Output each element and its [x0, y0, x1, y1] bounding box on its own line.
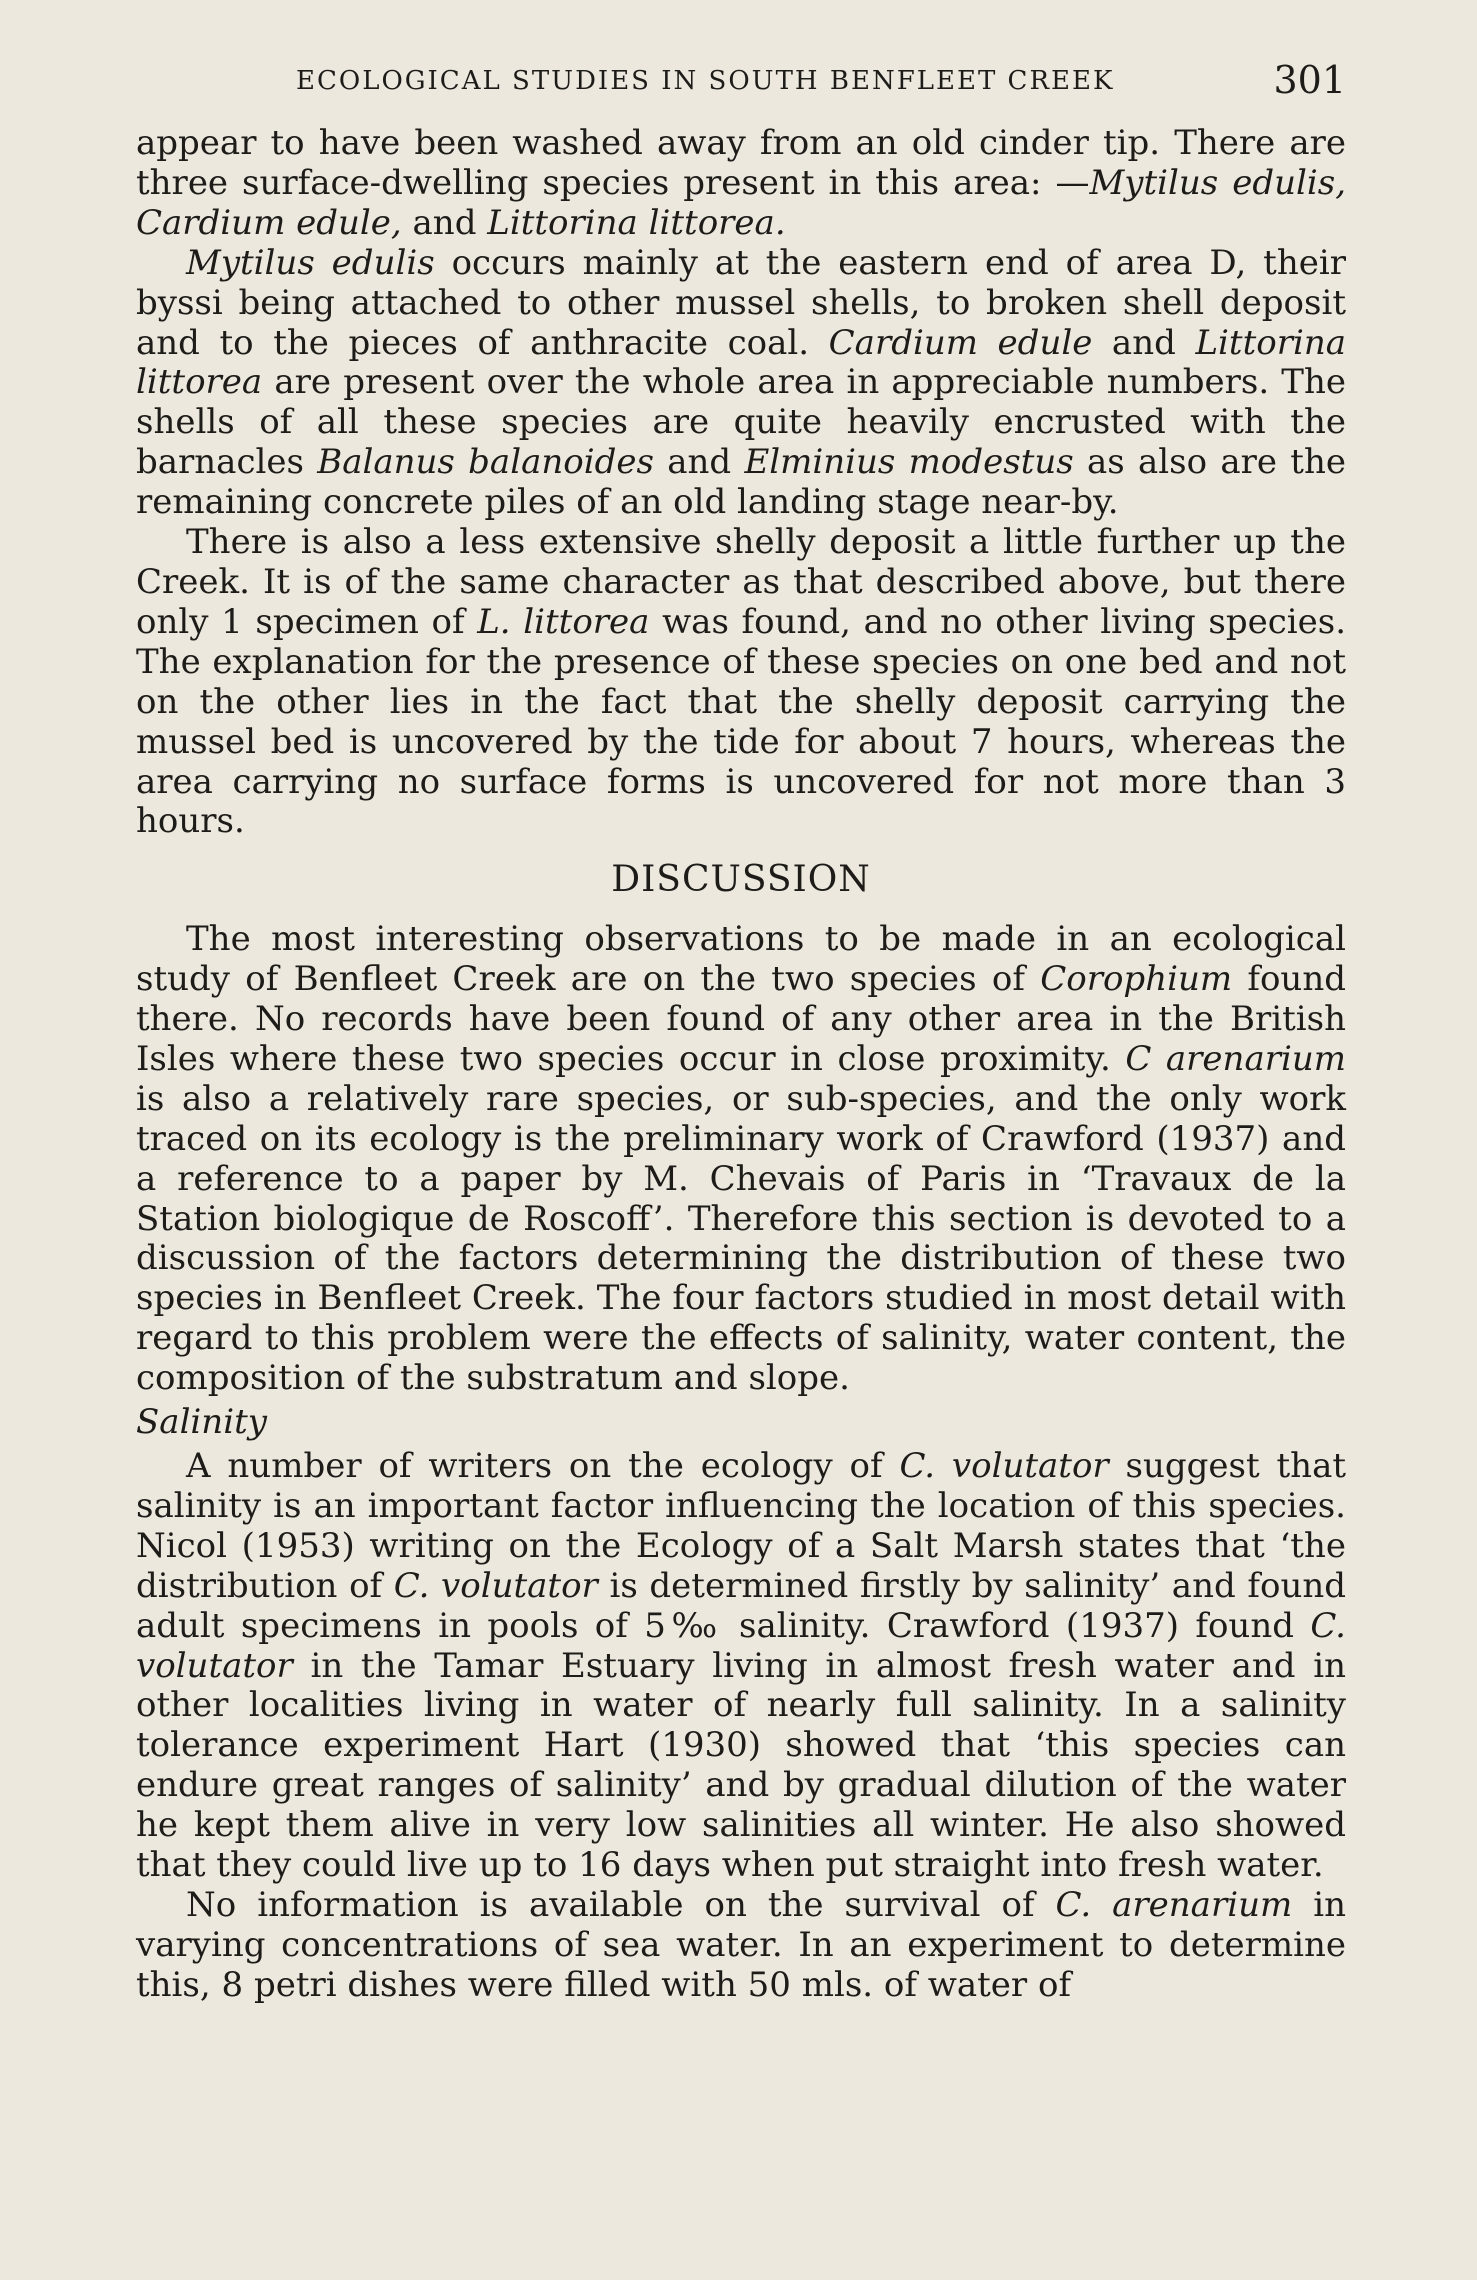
paragraph-mytilus: Mytilus edulis occurs mainly at the eastern end of area D, their byssi being attached to other mussel shells, to broken shell deposit and to the pieces of anthracite coal. Cardium edule and Littorina littorea are present over the whole area in appreciable numbers. The shells of all these species are quite heavily encrusted with the barnacles Balanus balanoides and Elminius modestus as also are the remaining concrete piles of an old landing stage near-by. — [136, 242, 1346, 523]
page-header — [136, 52, 1346, 112]
paragraph-discussion: The most interesting observations to be made in an ecological study of Benfleet Creek are on the two species of Corophium found there. No records have been found of any other area in the British Isles where these two species occur in close proximity. C arenarium is also a relatively rare species, or sub-species, and the only work traced on its ecology is the preliminary work of Crawford (1937) and a reference to a paper by M. Chevais of Paris in ‘Travaux de la Station biologique de Roscoff’. Therefore this section is devoted to a discussion of the factors determining the distribution of these two species in Benfleet Creek. The four factors studied in most detail with regard to this problem were the effects of salinity, water content, the composition of the substratum and slope. — [136, 919, 1346, 1399]
body-text — [136, 124, 1346, 2006]
discussion-heading: DISCUSSION — [611, 859, 871, 901]
paragraph-salinity: A number of writers on the ecology of C. volutator suggest that salinity is an important factor influencing the location of this species. Nicol (1953) writing on the Ecology of a Salt Marsh states that ‘the distribution of C. volutator is determined firstly by salinity’ and found adult specimens in pools of 5‰ salinity. Crawford (1937) found C. volutator in the Tamar Estuary living in almost fresh water and in other localities living in water of nearly full salinity. In a salinity tolerance experiment Hart (1930) showed that ‘this species can endure great ranges of salinity’ and by gradual dilution of the water he kept them alive in very low salinities all winter. He also showed that they could live up to 16 days when put straight into fresh water. — [136, 1446, 1347, 1886]
page-number: 301 — [1273, 58, 1346, 102]
running-head: ECOLOGICAL STUDIES IN SOUTH BENFLEET CREEK — [296, 66, 1115, 96]
paragraph-shelly-deposit: There is also a less extensive shelly deposit a little further up the Creek. It is of the same character as that described above, but there only 1 specimen of L. littorea was found, and no other living species. The explanation for the presence of these species on one bed and not on the other lies in the fact that the shelly deposit carrying the mussel bed is uncovered by the tide for about 7 hours, whereas the area carrying no surface forms is uncovered for not more than 3 hours. — [136, 522, 1346, 842]
paragraph-arenarium-experiment: No information is available on the survival of C. arenarium in varying concentrations of sea water. In an experiment to determine this, 8 petri dishes were filled with 50 mls. of water of — [136, 1884, 1346, 2005]
salinity-heading: Salinity — [136, 1402, 267, 1443]
paragraph-continuation: appear to have been washed away from an old cinder tip. There are three surface-dwelling species present in this area: —Mytilus edulis, Cardium edule, and Littorina littorea. — [136, 123, 1347, 243]
